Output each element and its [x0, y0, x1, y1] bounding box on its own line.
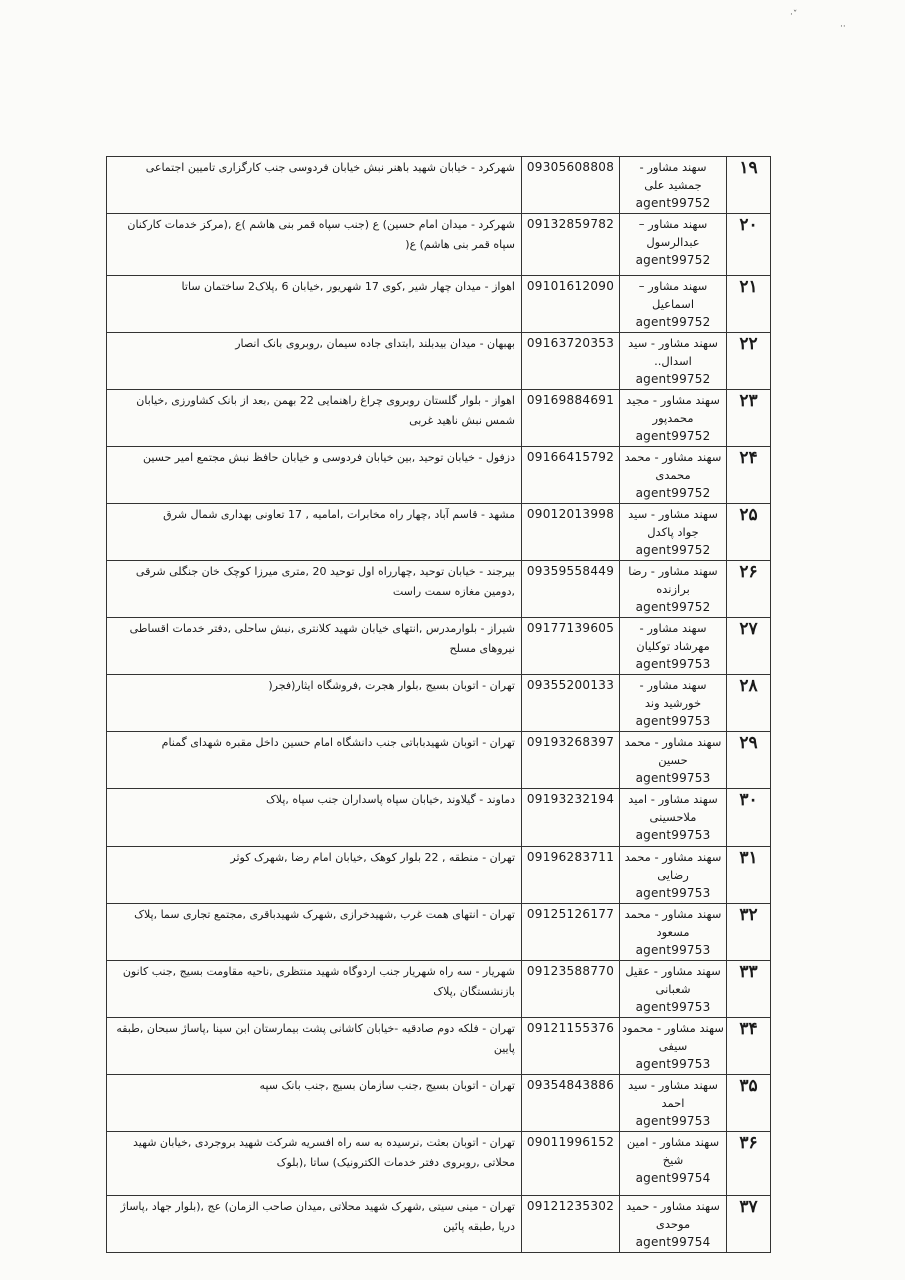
- row-number: ۳۳: [727, 961, 771, 1018]
- agent-name-cell: [620, 1075, 727, 1132]
- table-row: [107, 276, 771, 333]
- agent-name-cell: [620, 789, 727, 847]
- table-row: [107, 390, 771, 447]
- agent-name: سهند مشاور - عقیل شعبانی: [625, 964, 721, 996]
- agent-code: agent99753: [635, 714, 711, 728]
- row-number: ۲۳: [727, 390, 771, 447]
- agent-name-cell: [620, 214, 727, 276]
- phone-number: 09193232194: [522, 789, 620, 847]
- phone-number: 09169884691: [522, 390, 620, 447]
- row-number: ۳۲: [727, 904, 771, 961]
- agent-name: سهند مشاور - سید جواد پاکدل: [628, 507, 718, 539]
- agent-code: agent99753: [635, 943, 711, 957]
- table-row: [107, 504, 771, 561]
- agent-code: agent99754: [635, 1171, 711, 1185]
- table-row: [107, 732, 771, 789]
- agent-name-cell: [620, 847, 727, 904]
- phone-number: 09163720353: [522, 333, 620, 390]
- address-cell: شهرکرد - میدان امام حسین) ع (جنب سپاه قمر بنی هاشم )ع ,(مرکز خدمات کارکنان سپاه قمر بنی هاشم) ع(: [107, 214, 522, 276]
- address-cell: تهران - اتوبان بعثت ,نرسیده به سه راه افسریه شرکت شهید بروجردی ,خیابان شهید محلاتی ,روبروی دفتر خدمات الکترونیک) ساتا ,(بلوک: [107, 1132, 522, 1196]
- row-number: ۲۸: [727, 675, 771, 732]
- agent-name-cell: [620, 447, 727, 504]
- agent-name-cell: [620, 1196, 727, 1253]
- phone-number: 09012013998: [522, 504, 620, 561]
- row-number: ۳۰: [727, 789, 771, 847]
- agent-name-cell: [620, 276, 727, 333]
- phone-number: 09355200133: [522, 675, 620, 732]
- row-number: ۲۲: [727, 333, 771, 390]
- agent-code: agent99754: [635, 1235, 711, 1249]
- address-cell: تهران - انتهای همت غرب ,شهیدخرازی ,شهرک شهیدباقری ,مجتمع تجاری سما ,پلاک: [107, 904, 522, 961]
- agent-code: agent99753: [635, 1114, 711, 1128]
- agent-name-cell: [620, 732, 727, 789]
- address-cell: تهران - فلکه دوم صادقیه -خیابان کاشانی پشت بیمارستان ابن سینا ,پاساژ سبحان ,طبقه پایین: [107, 1018, 522, 1075]
- row-number: ۲۰: [727, 214, 771, 276]
- address-cell: تهران - منطقه , 22 بلوار کوهک ,خیابان امام رضا ,شهرک کوثر: [107, 847, 522, 904]
- agent-name: سهند مشاور - جمشید علی: [639, 160, 707, 192]
- agent-name: سهند مشاور - محمد رضایی: [624, 850, 722, 882]
- agent-name-cell: [620, 504, 727, 561]
- row-number: ۲۱: [727, 276, 771, 333]
- table-row: [107, 961, 771, 1018]
- address-cell: بیرجند - خیابان توحید ,چهارراه اول توحید 20 ,متری میرزا کوچک خان جنگلی شرقی ,دومین مغازه سمت راست: [107, 561, 522, 618]
- agents-table: [106, 156, 771, 1253]
- scan-speck-mark: ··: [840, 22, 846, 32]
- phone-number: 09132859782: [522, 214, 620, 276]
- agent-name: سهند مشاور - مهرشاد توکلیان: [636, 621, 710, 653]
- address-cell: تهران - اتوبان بسیج ,جنب سازمان بسیج ,جنب بانک سپه: [107, 1075, 522, 1132]
- table-row: [107, 1075, 771, 1132]
- agent-name: سهند مشاور - رضا برازنده: [628, 564, 718, 596]
- table-row: [107, 618, 771, 675]
- address-cell: تهران - مینی سیتی ,شهرک شهید محلاتی ,میدان صاحب الزمان) عج ,(بلوار جهاد ,پاساژ دریا ,طبقه پائین: [107, 1196, 522, 1253]
- agents-table-body: [107, 157, 771, 1253]
- agent-name: سهند مشاور - حمید موحدی: [626, 1199, 720, 1231]
- table-row: [107, 847, 771, 904]
- agent-name: سهند مشاور - خورشید وند: [639, 678, 707, 710]
- phone-number: 09011996152: [522, 1132, 620, 1196]
- table-row: [107, 904, 771, 961]
- row-number: ۳۵: [727, 1075, 771, 1132]
- agent-name: سهند مشاور - مجید محمدپور: [626, 393, 720, 425]
- table-row: [107, 1132, 771, 1196]
- phone-number: 09193268397: [522, 732, 620, 789]
- agent-name: سهند مشاور - امید ملاحسینی: [628, 792, 718, 824]
- phone-number: 09125126177: [522, 904, 620, 961]
- agent-code: agent99753: [635, 1057, 711, 1071]
- agent-name: سهند مشاور - سید احمد: [628, 1078, 718, 1110]
- row-number: ۳۶: [727, 1132, 771, 1196]
- table-row: [107, 561, 771, 618]
- agent-name-cell: [620, 618, 727, 675]
- table-row: [107, 333, 771, 390]
- agent-name-cell: [620, 561, 727, 618]
- agent-code: agent99752: [635, 196, 711, 210]
- row-number: ۱۹: [727, 157, 771, 214]
- agent-name: سهند مشاور - محمد محمدی: [624, 450, 722, 482]
- scan-speck-mark: ·ˇ: [790, 10, 798, 20]
- agent-name: سهند مشاور - محمد حسین: [624, 735, 722, 767]
- agent-code: agent99752: [635, 429, 711, 443]
- phone-number: 09166415792: [522, 447, 620, 504]
- agent-name-cell: [620, 157, 727, 214]
- agent-name: سهند مشاور - محمود سیفی: [622, 1021, 724, 1053]
- address-cell: شهریار - سه راه شهریار جنب اردوگاه شهید منتظری ,ناحیه مقاومت بسیج ,جنب کانون بازنشستگان ,پلاک: [107, 961, 522, 1018]
- address-cell: اهواز - بلوار گلستان روبروی چراغ راهنمایی 22 بهمن ,بعد از بانک کشاورزی ,خیابان شمس نبش ناهید غربی: [107, 390, 522, 447]
- agent-name-cell: [620, 961, 727, 1018]
- agent-name-cell: [620, 333, 727, 390]
- agent-name-cell: [620, 1132, 727, 1196]
- agent-name: سهند مشاور – اسماعیل: [638, 279, 708, 311]
- agent-code: agent99753: [635, 828, 711, 842]
- address-cell: تهران - اتوبان شهیدباباتی جنب دانشگاه امام حسین داخل مقبره شهدای گمنام: [107, 732, 522, 789]
- row-number: ۳۷: [727, 1196, 771, 1253]
- phone-number: 09121155376: [522, 1018, 620, 1075]
- agent-name-cell: [620, 390, 727, 447]
- address-cell: دزفول - خیابان توحید ,بین خیابان فردوسی و خیابان حافظ نبش مجتمع امیر حسین: [107, 447, 522, 504]
- agent-name-cell: [620, 675, 727, 732]
- row-number: ۲۹: [727, 732, 771, 789]
- address-cell: شیراز - بلوارمدرس ,انتهای خیابان شهید کلانتری ,نبش ساحلی ,دفتر خدمات اقساطی نیروهای مسلح: [107, 618, 522, 675]
- agent-code: agent99753: [635, 657, 711, 671]
- row-number: ۲۵: [727, 504, 771, 561]
- agent-name: سهند مشاور - محمد مسعود: [624, 907, 722, 939]
- agent-name: سهند مشاور - سید اسدال..: [628, 336, 718, 368]
- address-cell: دماوند - گیلاوند ,خیابان سپاه پاسداران جنب سپاه ,پلاک: [107, 789, 522, 847]
- agent-code: agent99753: [635, 886, 711, 900]
- address-cell: مشهد - قاسم آباد ,چهار راه مخابرات ,امامیه , 17 تعاونی بهداری شمال شرق: [107, 504, 522, 561]
- phone-number: 09121235302: [522, 1196, 620, 1253]
- row-number: ۳۴: [727, 1018, 771, 1075]
- agent-code: agent99753: [635, 771, 711, 785]
- agent-name: سهند مشاور – عبدالرسول: [638, 217, 708, 249]
- phone-number: 09354843886: [522, 1075, 620, 1132]
- table-row: [107, 789, 771, 847]
- phone-number: 09196283711: [522, 847, 620, 904]
- agent-code: agent99752: [635, 253, 711, 267]
- row-number: ۳۱: [727, 847, 771, 904]
- phone-number: 09123588770: [522, 961, 620, 1018]
- agent-code: agent99752: [635, 600, 711, 614]
- agent-code: agent99752: [635, 543, 711, 557]
- address-cell: تهران - اتوبان بسیج ,بلوار هجرت ,فروشگاه ایثار(فجر(: [107, 675, 522, 732]
- row-number: ۲۶: [727, 561, 771, 618]
- table-row: [107, 1018, 771, 1075]
- phone-number: 09101612090: [522, 276, 620, 333]
- address-cell: اهواز - میدان چهار شیر ,کوی 17 شهریور ,خیابان 6 ,پلاک2 ساختمان ساتا: [107, 276, 522, 333]
- row-number: ۲۴: [727, 447, 771, 504]
- table-row: [107, 157, 771, 214]
- agent-code: agent99752: [635, 315, 711, 329]
- address-cell: شهرکرد - خیابان شهید باهنر نبش خیابان فردوسی جنب کارگزاری تامیین اجتماعی: [107, 157, 522, 214]
- agent-name: سهند مشاور - امین شیخ: [626, 1135, 720, 1167]
- table-row: [107, 675, 771, 732]
- phone-number: 09359558449: [522, 561, 620, 618]
- row-number: ۲۷: [727, 618, 771, 675]
- agent-code: agent99752: [635, 486, 711, 500]
- address-cell: بهبهان - میدان بیدبلند ,ابتدای جاده سیمان ,روبروی بانک انصار: [107, 333, 522, 390]
- table-row: [107, 1196, 771, 1253]
- table-row: [107, 447, 771, 504]
- table-row: [107, 214, 771, 276]
- agent-code: agent99753: [635, 1000, 711, 1014]
- agent-name-cell: [620, 1018, 727, 1075]
- phone-number: 09177139605: [522, 618, 620, 675]
- agent-name-cell: [620, 904, 727, 961]
- agent-code: agent99752: [635, 372, 711, 386]
- phone-number: 09305608808: [522, 157, 620, 214]
